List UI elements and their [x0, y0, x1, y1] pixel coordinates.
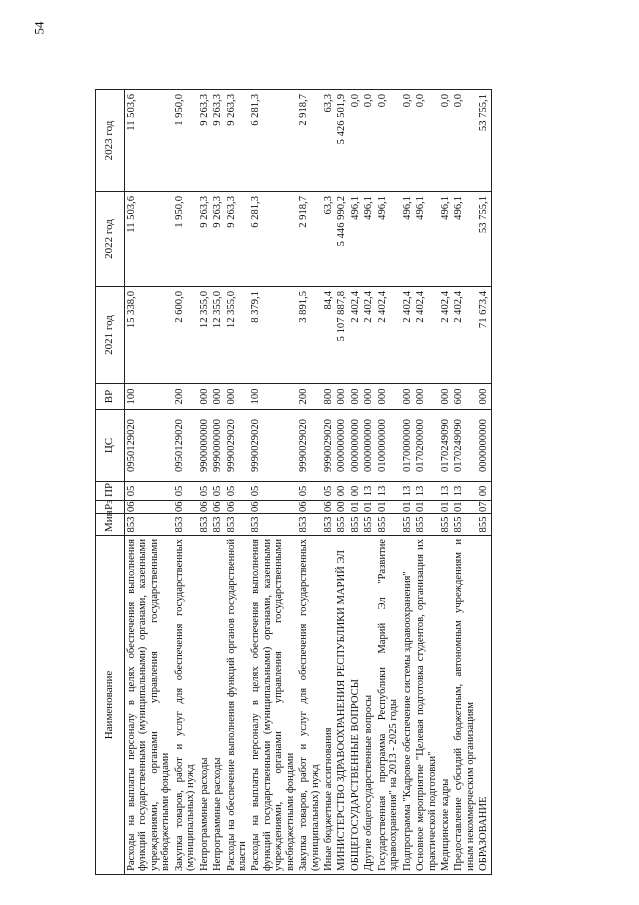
row-2022: 9 263,3 [225, 192, 250, 287]
row-2022: 5 446 990,2 [335, 192, 348, 287]
row-cs: 9990029020 [322, 410, 335, 482]
row-cs: 0950129020 [125, 410, 173, 482]
row-name: Подпрограмма "Кадровое обеспечение системы здравоохранения" [401, 536, 414, 875]
row-vr: 100 [125, 384, 173, 410]
table-row [125, 90, 173, 875]
row-vr: 000 [211, 384, 224, 410]
row-min: 855 [362, 514, 375, 536]
row-name: Закупка товаров, работ и услуг для обеспечения государственных (муниципальных) нужд [297, 536, 322, 875]
row-pr: 13 [452, 482, 477, 501]
row-2022: 496,1 [362, 192, 375, 287]
row-name: Медицинские кадры [439, 536, 452, 875]
row-2021: 84,4 [322, 287, 335, 384]
row-pr: 05 [225, 482, 250, 501]
row-name: Непрограммные расходы [198, 536, 211, 875]
table-row [452, 90, 477, 875]
row-name: Закупка товаров, работ и услуг для обеспечения государственных (муниципальных) нужд [173, 536, 198, 875]
row-vr: 000 [401, 384, 414, 410]
row-vr: 000 [376, 384, 401, 410]
row-2021: 2 402,4 [401, 287, 414, 384]
row-2021: 3 891,5 [297, 287, 322, 384]
table-row [376, 90, 401, 875]
row-min: 855 [335, 514, 348, 536]
row-2023: 0,0 [452, 90, 477, 192]
row-cs: 0950129020 [173, 410, 198, 482]
row-2021: 2 402,4 [439, 287, 452, 384]
row-cs: 0000000000 [362, 410, 375, 482]
row-vr: 000 [439, 384, 452, 410]
row-rz: 06 [323, 501, 334, 512]
table-row [362, 90, 375, 875]
row-vr: 200 [297, 384, 322, 410]
row-cs: 0000000000 [335, 410, 348, 482]
row-name: Иные бюджетные ассигнования [322, 536, 335, 875]
row-2021: 71 673,4 [477, 287, 491, 384]
row-2022: 63,3 [322, 192, 335, 287]
row-min: 855 [439, 514, 452, 536]
row-name: Расходы на выплаты персоналу в целях обеспечения выполнения функций государственными (муниципальными) органами, казенными учреждениями, органами управления государственными внебюджетными фондами [125, 536, 173, 875]
row-pr: 13 [439, 482, 452, 501]
header-2023: 2023 год [96, 90, 125, 192]
row-vr: 000 [335, 384, 348, 410]
row-2023: 0,0 [362, 90, 375, 192]
row-pr: 05 [297, 482, 322, 501]
table-row [297, 90, 322, 875]
row-rz: 06 [173, 501, 198, 514]
row-rz: 01 [376, 501, 401, 514]
table-row [477, 90, 491, 875]
table-header-row [96, 90, 125, 875]
row-rz: 06 [125, 501, 173, 514]
row-min: 853 [322, 514, 335, 536]
row-min: 853 [249, 514, 297, 536]
table-row [322, 90, 335, 875]
header-rz: Рз [96, 501, 125, 514]
row-name: ОБРАЗОВАНИЕ [477, 536, 491, 875]
table-row [335, 90, 348, 875]
row-2022: 496,1 [439, 192, 452, 287]
table-row [211, 90, 224, 875]
row-rz: 01 [363, 501, 375, 512]
row-2021: 2 402,4 [414, 287, 439, 384]
header-name: Наименование [96, 536, 125, 875]
row-vr: 000 [349, 384, 362, 410]
row-2021: 5 107 887,8 [335, 287, 348, 384]
row-rz: 01 [401, 501, 413, 512]
row-rz: 06 [198, 501, 210, 512]
row-2022: 496,1 [349, 192, 362, 287]
row-vr: 000 [362, 384, 375, 410]
row-pr: 00 [349, 482, 362, 501]
row-2023: 0,0 [376, 90, 401, 192]
row-name: Расходы на выплаты персоналу в целях обеспечения выполнения функций государственными (муниципальными) органами, казенными учреждениями, органами управления государственными внебюджетными фондами [249, 536, 297, 875]
row-2022: 53 755,1 [477, 192, 491, 287]
row-name: МИНИСТЕРСТВО ЗДРАВООХРАНЕНИЯ РЕСПУБЛИКИ МАРИЙ ЭЛ [335, 536, 348, 875]
row-2022: 9 263,3 [211, 192, 224, 287]
row-2021: 8 379,1 [249, 287, 297, 384]
row-cs: 0100000000 [376, 410, 401, 482]
row-cs: 9900000000 [198, 410, 211, 482]
row-pr: 00 [335, 482, 348, 501]
row-min: 855 [414, 514, 439, 536]
row-2021: 12 355,0 [225, 287, 250, 384]
row-rz: 06 [297, 501, 322, 514]
row-2022: 496,1 [452, 192, 477, 287]
row-pr: 05 [322, 482, 335, 501]
row-rz: 01 [439, 501, 451, 512]
row-name: Основное мероприятие "Целевая подготовка студентов, организация их практической подготовки" [414, 536, 439, 875]
row-2022: 11 503,6 [125, 192, 173, 287]
row-cs: 0170249090 [452, 410, 477, 482]
row-2023: 0,0 [401, 90, 414, 192]
row-2023: 0,0 [439, 90, 452, 192]
row-2022: 2 918,7 [297, 192, 322, 287]
row-vr: 000 [198, 384, 211, 410]
row-name: Расходы на обеспечение выполнения функций органов государственной власти [225, 536, 250, 875]
row-cs: 9990000000 [211, 410, 224, 482]
row-2022: 496,1 [401, 192, 414, 287]
row-pr: 05 [125, 482, 173, 501]
header-vr: ВР [96, 384, 125, 410]
row-vr: 600 [452, 384, 477, 410]
row-rz: 00 [336, 501, 348, 512]
rotated-page [95, 90, 605, 875]
row-vr: 100 [249, 384, 297, 410]
row-pr: 13 [362, 482, 375, 501]
row-2023: 9 263,3 [211, 90, 224, 192]
row-min: 855 [376, 514, 401, 536]
row-vr: 000 [414, 384, 439, 410]
row-cs: 9990029020 [297, 410, 322, 482]
row-pr: 13 [401, 482, 414, 501]
row-cs: 0000000000 [477, 410, 491, 482]
row-2023: 53 755,1 [477, 90, 491, 192]
row-pr: 05 [211, 482, 224, 501]
row-cs: 9990029020 [225, 410, 250, 482]
row-2022: 1 950,0 [173, 192, 198, 287]
row-pr: 00 [477, 482, 491, 501]
row-2021: 15 338,0 [125, 287, 173, 384]
row-rz: 01 [349, 501, 361, 512]
row-2023: 0,0 [349, 90, 362, 192]
budget-table [95, 89, 492, 875]
header-pr: ПР [96, 482, 125, 501]
row-rz: 06 [212, 501, 224, 512]
row-2023: 6 281,3 [249, 90, 297, 192]
row-2023: 9 263,3 [198, 90, 211, 192]
row-pr: 13 [414, 482, 439, 501]
row-min: 853 [125, 514, 173, 536]
row-name: Другие общегосударственные вопросы [362, 536, 375, 875]
row-pr: 13 [376, 482, 401, 501]
table-row [414, 90, 439, 875]
row-vr: 000 [225, 384, 250, 410]
row-vr: 800 [322, 384, 335, 410]
row-2022: 6 281,3 [249, 192, 297, 287]
row-name: Непрограммные расходы [211, 536, 224, 875]
row-2021: 2 402,4 [452, 287, 477, 384]
table-row [249, 90, 297, 875]
table-row [401, 90, 414, 875]
header-cs: ЦС [96, 410, 125, 482]
row-min: 855 [401, 514, 414, 536]
table-row [225, 90, 250, 875]
row-2023: 5 426 501,9 [335, 90, 348, 192]
row-rz: 01 [452, 501, 477, 514]
row-name: ОБЩЕГОСУДАРСТВЕННЫЕ ВОПРОСЫ [349, 536, 362, 875]
table-row [173, 90, 198, 875]
row-2022: 496,1 [376, 192, 401, 287]
row-cs: 0170249090 [439, 410, 452, 482]
row-pr: 05 [249, 482, 297, 501]
row-min: 855 [477, 514, 491, 536]
page-number: 54 [31, 21, 46, 35]
header-2021: 2021 год [96, 287, 125, 384]
row-2023: 11 503,6 [125, 90, 173, 192]
row-cs: 0170200000 [414, 410, 439, 482]
row-min: 855 [349, 514, 362, 536]
row-2021: 2 402,4 [349, 287, 362, 384]
row-cs: 9990029020 [249, 410, 297, 482]
row-min: 853 [225, 514, 250, 536]
row-min: 853 [211, 514, 224, 536]
row-rz: 06 [249, 501, 297, 514]
row-cs: 0000000000 [349, 410, 362, 482]
row-vr: 200 [173, 384, 198, 410]
row-min: 853 [198, 514, 211, 536]
row-2022: 9 263,3 [198, 192, 211, 287]
row-min: 855 [452, 514, 477, 536]
row-2023: 63,3 [322, 90, 335, 192]
row-pr: 05 [173, 482, 198, 501]
table-row [439, 90, 452, 875]
row-2021: 12 355,0 [198, 287, 211, 384]
row-2021: 2 402,4 [362, 287, 375, 384]
row-rz: 06 [225, 501, 250, 514]
row-name: Предоставление субсидий бюджетным, автономным учреждениям и иным некоммерческим организациям [452, 536, 477, 875]
row-pr: 05 [198, 482, 211, 501]
table-row [349, 90, 362, 875]
row-rz: 01 [414, 501, 439, 514]
row-name: Государственная программа Республики Марий Эл "Развитие здравоохранения" на 2013 - 2025 годы [376, 536, 401, 875]
row-2022: 496,1 [414, 192, 439, 287]
row-2023: 9 263,3 [225, 90, 250, 192]
row-cs: 0170000000 [401, 410, 414, 482]
header-min: Мин [96, 514, 125, 536]
table-row [198, 90, 211, 875]
row-2023: 1 950,0 [173, 90, 198, 192]
row-rz: 07 [478, 501, 490, 512]
header-2022: 2022 год [96, 192, 125, 287]
row-2023: 2 918,7 [297, 90, 322, 192]
row-2021: 2 402,4 [376, 287, 401, 384]
row-2023: 0,0 [414, 90, 439, 192]
table-body [125, 90, 492, 875]
row-vr: 000 [477, 384, 491, 410]
row-2021: 2 600,0 [173, 287, 198, 384]
row-min: 853 [173, 514, 198, 536]
row-2021: 12 355,0 [211, 287, 224, 384]
row-min: 853 [297, 514, 322, 536]
